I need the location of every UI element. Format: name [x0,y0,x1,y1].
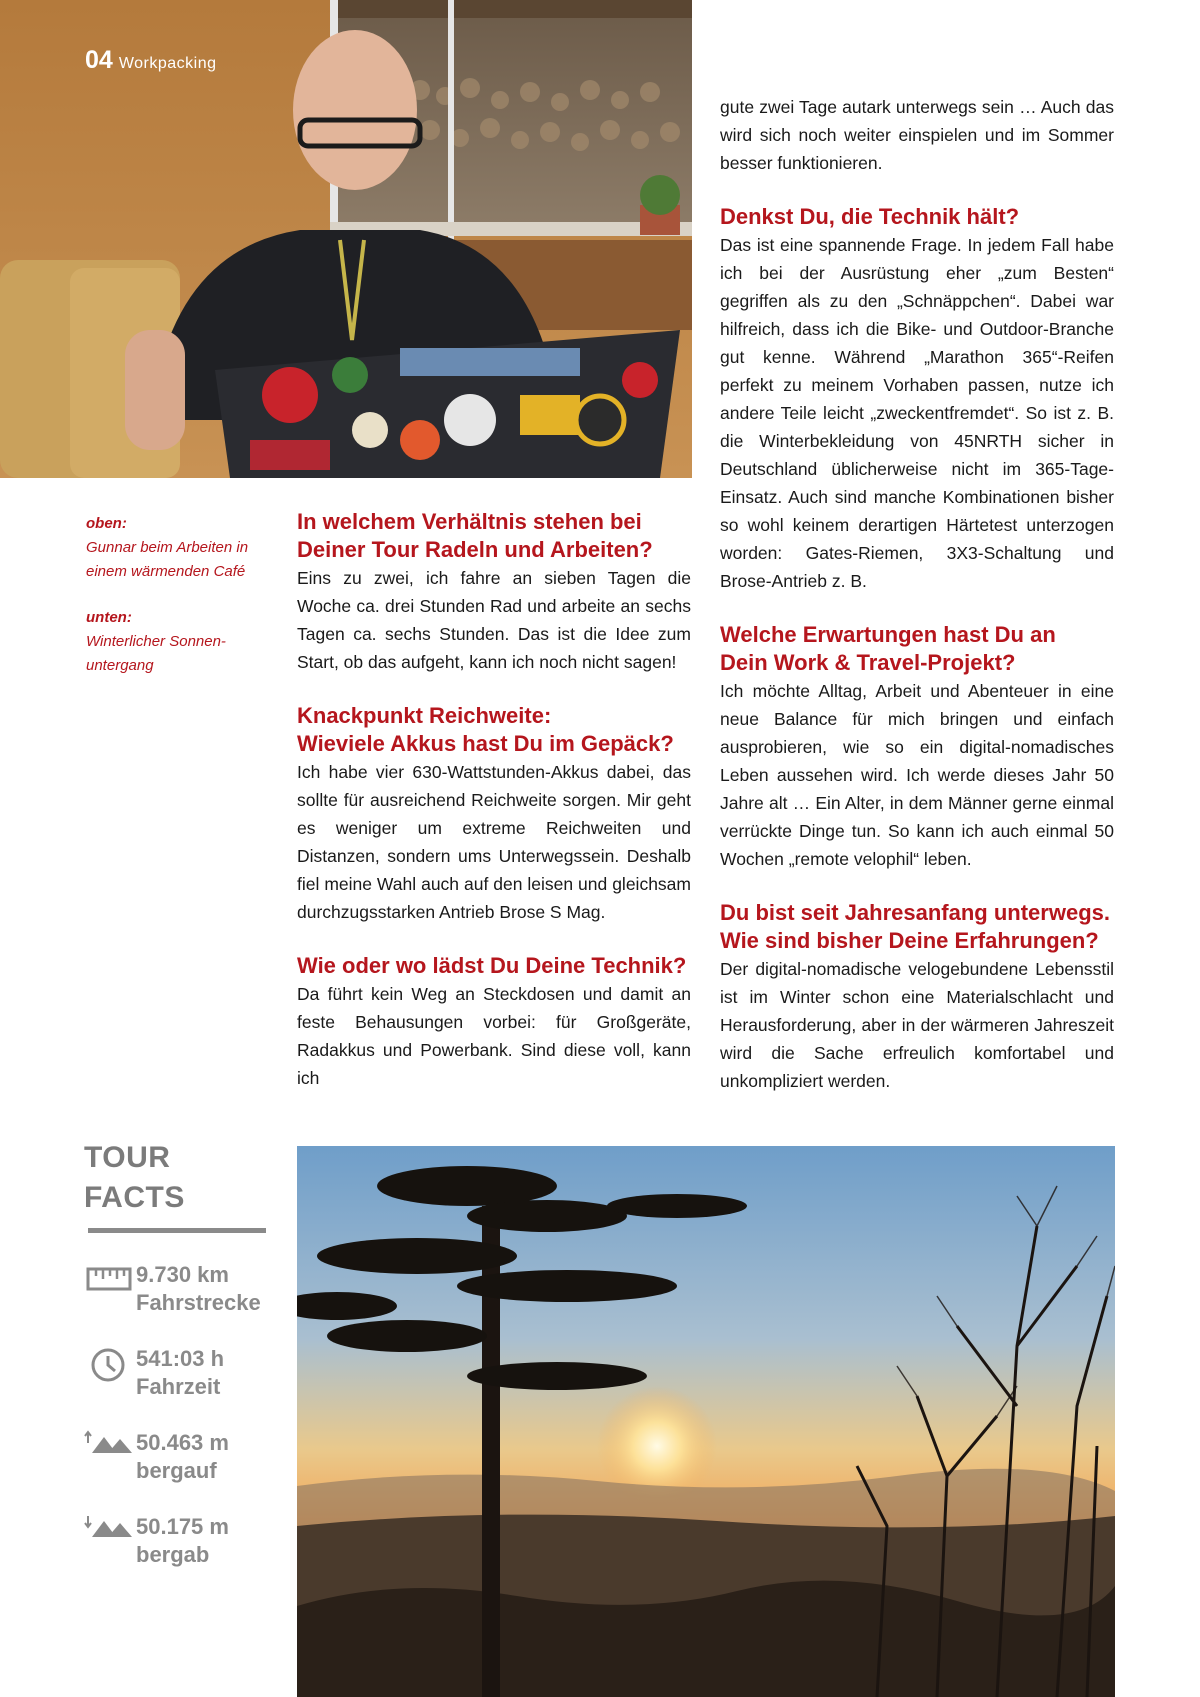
answer-text: Ich möchte Alltag, Arbeit und Abenteuer in eine neue Balance für mich bringen und einfach ausprobieren, wie so ein digital-nomadisches Leben aussehen wird. Ich werde dieses Jahr 50 Jahre alt … Ein Alter, in dem Männer gerne einmal verrückte Dinge tun. So kann ich auch einmal 50 Wochen „remote velophil“ leben. [720,681,1114,869]
ruler-icon [84,1261,136,1301]
question-heading: Du bist seit Jahresanfang unterwegs. Wie sind bisher Deine Erfahrungen? [720,900,1110,953]
descent-icon [84,1513,136,1553]
caption-line: untergang [86,657,154,674]
fact-distance [84,1261,266,1317]
fact-descent [84,1513,266,1569]
caption-line: Gunnar beim Arbeiten in [86,539,249,556]
caption-label: oben: [86,515,127,532]
caption-line: einem wärmenden Café [86,563,246,580]
answer-text: Der digital-nomadische velogebundene Lebensstil ist im Winter schon eine Materialschlacht und Herausforderung, aber in der wärmeren Jahreszeit wird die Sache erfreulich komfortabel und unkompliziert werden. [720,959,1114,1091]
answer-text: Eins zu zwei, ich fahre an sieben Tagen die Woche ca. drei Stunden Rad und arbeite an sechs Tagen ca. sechs Stunden. Das ist die Idee zum Start, ob das aufgeht, kann ich noch nicht sagen! [297,568,691,672]
fact-label: bergauf [136,1458,217,1483]
answer-text: Da führt kein Weg an Steckdosen und damit an feste Behausungen vorbei: für Großgeräte, Radakkus und Powerbank. Sind diese voll, kann ich [297,984,691,1088]
page-number: 04 [85,46,113,74]
question-heading: In welchem Verhältnis stehen bei Deiner Tour Radeln und Arbeiten? [297,509,653,562]
fact-label: bergab [136,1542,210,1567]
question-heading: Knackpunkt Reichweite: Wieviele Akkus hast Du im Gepäck? [297,703,674,756]
fact-value: 541:03 h [136,1346,225,1371]
caption-text [86,536,266,584]
qa-block [297,702,691,926]
clock-icon [84,1345,136,1385]
tour-facts [84,1138,266,1597]
article-column-right [720,93,1114,1095]
sunset-photo-illustration [297,1146,1115,1697]
question-heading: Wie oder wo lädst Du Deine Technik? [297,953,687,978]
article-column-middle [297,508,691,1092]
photo-captions [86,512,266,700]
ascent-icon [84,1429,136,1469]
section-title: Workpacking [118,55,217,72]
caption-line: Winterlicher Sonnen- [86,633,226,650]
fact-value: 50.175 m [136,1514,229,1539]
answer-text: Ich habe vier 630-Wattstunden-Akkus dabei, das sollte für ausreichend Reichweite sorgen. Mir geht es weniger um extreme Reichweiten und Distanzen, sondern ums Unterwegssein. Deshalb fiel meine Wahl auch auf den leisen und gleichsam durchzugsstarken Antrieb Brose S Mag. [297,762,691,922]
fact-time [84,1345,266,1401]
qa-block [720,203,1114,595]
qa-block [720,621,1114,873]
photo-sunset [297,1146,1115,1697]
qa-block [297,952,691,1092]
tour-facts-title: TOUR FACTS [84,1141,185,1214]
continued-text: gute zwei Tage autark unterwegs sein … Auch das wird sich noch weiter einspielen und im Sommer besser funktionieren. [720,97,1114,173]
page-header [85,46,217,75]
caption-label: unten: [86,609,132,626]
fact-label: Fahrzeit [136,1374,221,1399]
fact-ascent [84,1429,266,1485]
fact-value: 50.463 m [136,1430,229,1455]
tour-facts-divider [88,1228,266,1233]
fact-value: 9.730 km [136,1262,229,1287]
caption-bottom [86,606,266,678]
qa-block [720,899,1114,1095]
caption-top [86,512,266,584]
fact-label: Fahrstrecke [136,1290,261,1315]
qa-block [297,508,691,676]
answer-text: Das ist eine spannende Frage. In jedem Fall habe ich bei der Ausrüstung eher „zum Besten“ gegriffen als zu den „Schnäppchen“. Dabei war hilfreich, dass ich die Bike- und Outdoor-Branche gut kenne. Während „Marathon 365“-Reifen perfekt zu meinem Vorhaben passen, nutze ich andere Teile leicht „zweckentfremdet“. So ist z. B. die Winterbekleidung von 45NRTH sicher in Deutschland üblicherweise nicht im 365-Tage-Einsatz. Auch sind manche Kombinationen bisher so wohl keinem derartigen Härtetest unterzogen worden: Gates-Riemen, 3X3-Schaltung und Brose-Antrieb z. B. [720,235,1114,591]
question-heading: Welche Erwartungen hast Du an Dein Work & Travel-Projekt? [720,622,1056,675]
caption-text [86,630,266,678]
question-heading: Denkst Du, die Technik hält? [720,204,1020,229]
